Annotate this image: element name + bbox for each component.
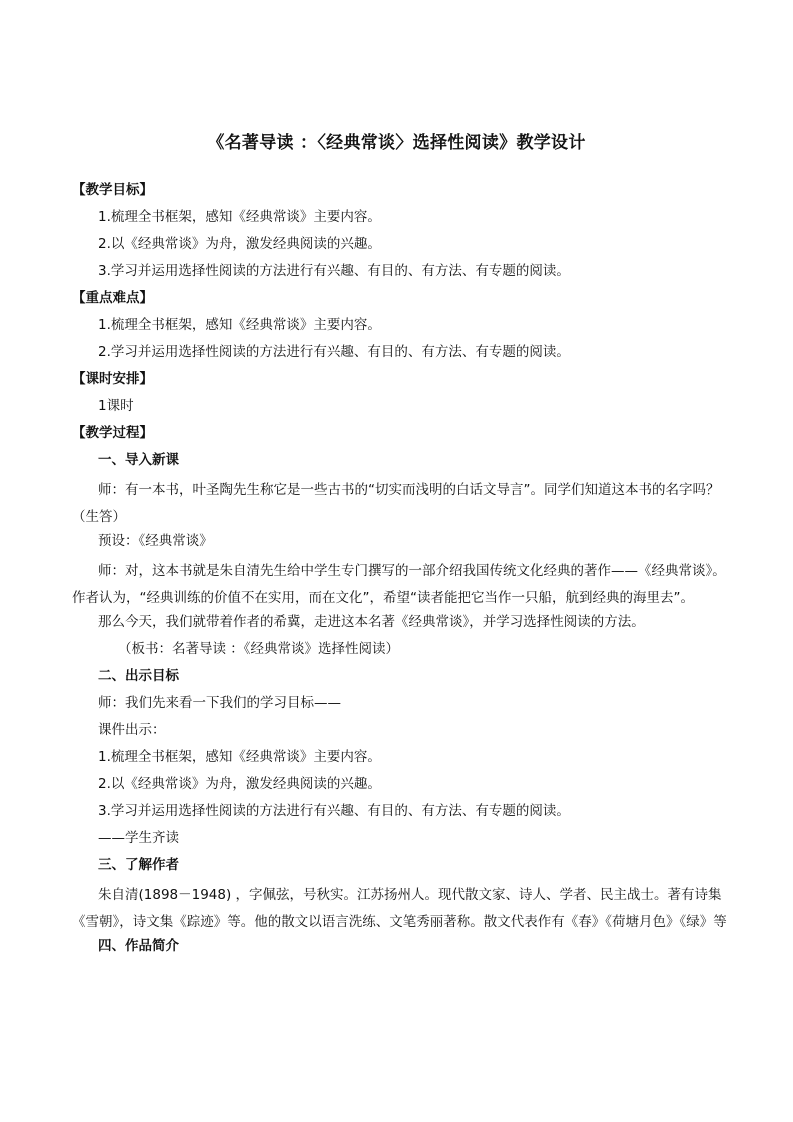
goal-item: 3.学习并运用选择性阅读的方法进行有兴趣、有目的、有方法、有专题的阅读。: [98, 263, 570, 279]
key-item: 1.梳理全书框架，感知《经典常谈》主要内容。: [98, 317, 381, 333]
goal-item: 1.梳理全书框架，感知《经典常谈》主要内容。: [98, 209, 381, 225]
part2-heading: 二、出示目标: [98, 668, 179, 684]
key-item: 2.学习并运用选择性阅读的方法进行有兴趣、有目的、有方法、有专题的阅读。: [98, 344, 570, 360]
part1-paragraph: 师：对，这本书就是朱自清先生给中学生专门撰写的一部介绍我国传统文化经典的著作——《经典常谈》。 作者认为，“经典训练的价值不在实用，而在文化”，希望“读者能把它当作一只船，航到经典的海里去”。: [72, 563, 733, 606]
part1-paragraph: 预设：《经典常谈》: [98, 533, 213, 549]
part2-paragraph: 师：我们先来看一下我们的学习目标——: [98, 695, 341, 711]
section-heading-goals: 【教学目标】: [72, 182, 153, 198]
part4-heading: 四、作品简介: [98, 938, 179, 954]
part2-paragraph: ——学生齐读: [98, 830, 179, 846]
part2-paragraph: 课件出示：: [98, 722, 166, 738]
part1-heading: 一、导入新课: [98, 452, 179, 468]
section-heading-process: 【教学过程】: [72, 425, 153, 441]
section-heading-schedule: 【课时安排】: [72, 371, 153, 387]
part3-paragraph: 朱自清(1898－1948) ，字佩弦，号秋实。江苏扬州人。现代散文家、诗人、学者、民主战士。著有诗集《雪朝》，诗文集《踪迹》等。他的散文以语言洗练、文笔秀丽著称。散文代表作有《春》《荷塘月色》《绿》等: [72, 887, 727, 930]
part1-paragraph: 那么今天，我们就带着作者的希冀，走进这本名著《经典常谈》，并学习选择性阅读的方法。: [98, 614, 645, 630]
part2-goal-item: 2.以《经典常谈》为舟，激发经典阅读的兴趣。: [98, 776, 381, 792]
document-title: 《名著导读 ：〈经典常谈〉选择性阅读》教学设计: [207, 133, 586, 153]
part3-heading: 三、了解作者: [98, 857, 179, 873]
section-heading-key: 【重点难点】: [72, 290, 153, 306]
part2-goal-item: 3.学习并运用选择性阅读的方法进行有兴趣、有目的、有方法、有专题的阅读。: [98, 803, 570, 819]
document-body: [72, 180, 732, 963]
blackboard-note: （板书：名著导读 ：《经典常谈》选择性阅读）: [118, 641, 400, 657]
goal-item: 2.以《经典常谈》为舟，激发经典阅读的兴趣。: [98, 236, 381, 252]
schedule-text: 1课时: [98, 398, 134, 414]
part2-goal-item: 1.梳理全书框架，感知《经典常谈》主要内容。: [98, 749, 381, 765]
part1-paragraph: 师：有一本书，叶圣陶先生称它是一些古书的“切实而浅明的白话文导言”。同学们知道这本书的名字吗？（生答）: [72, 482, 720, 525]
